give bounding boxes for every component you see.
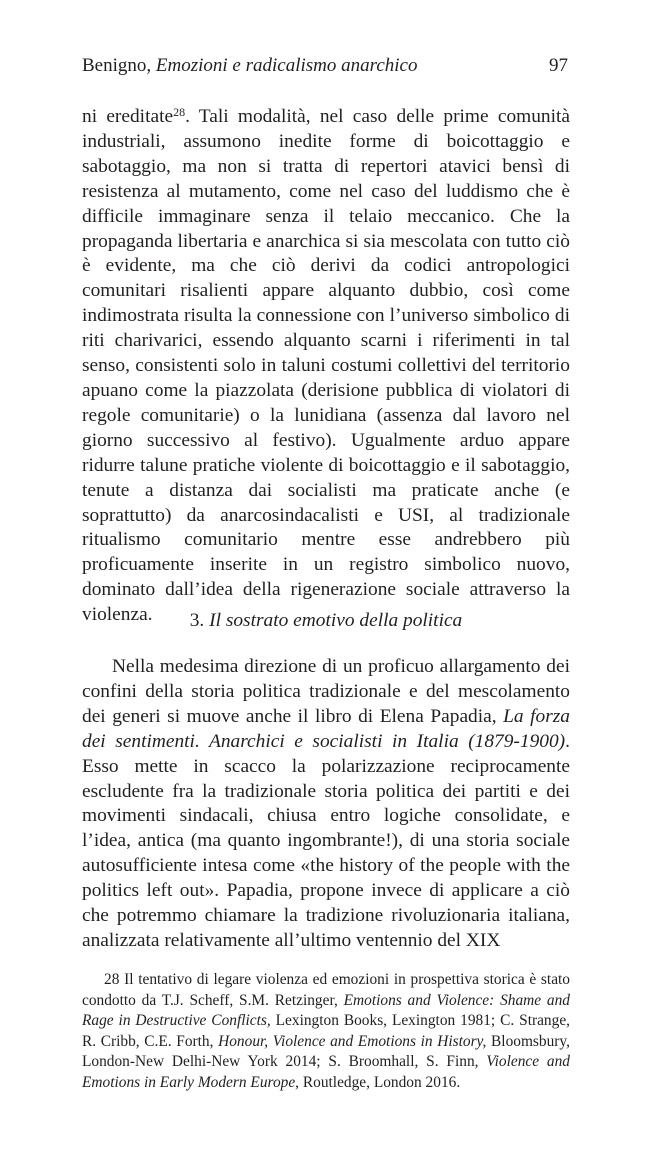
- section-number: 3.: [189, 610, 205, 631]
- footnote-text-1: Il tentativo di legare violenza ed emozioni in prospettiva storica è stato condotto da T.J. Scheff, S.M. Retzinger,: [82, 971, 570, 1009]
- running-head-author: Benigno,: [82, 55, 152, 76]
- paragraph-1-text-start: ni ereditate: [82, 106, 174, 127]
- cited-book-title: La forza dei sentimenti. Anarchici e socialisti in Italia (1879-1900): [82, 705, 570, 752]
- footnote-text-4: , Routledge, London 2016.: [295, 1073, 461, 1091]
- page-number: 97: [549, 55, 568, 76]
- footnote-cited-title-1: Emotions and Violence: Shame and Rage in Destructive Conflicts,: [82, 991, 570, 1030]
- footnote-cited-title-3: Violence and Emotions in Early Modern Europe: [82, 1053, 570, 1091]
- footnote-text-3: Bloomsbury, London-New Delhi-New York 2014; S. Broomhall, S. Finn,: [82, 1032, 570, 1071]
- footnote-reference-28[interactable]: 28: [173, 105, 186, 119]
- footnote-cited-title-2: Honour, Violence and Emotions in History,: [218, 1032, 487, 1050]
- footnote-text-2: Lexington Books, Lexington 1981; C. Strange, R. Cribb, C.E. Forth,: [82, 1012, 570, 1050]
- body-paragraph-1: [82, 105, 570, 628]
- running-head-title: Emozioni e radicalismo anarchico: [155, 55, 418, 76]
- section-title: Il sostrato emotivo della politica: [209, 610, 463, 631]
- book-page: [82, 0, 570, 1164]
- section-heading: [82, 608, 570, 633]
- paragraph-2-text-start: Nella medesima direzione di un proficuo allargamento dei confini della storia politica tradizionale e del mescolamento dei generi si muove anche il libro di Elena Papadia,: [82, 656, 570, 727]
- footnote-number: 28: [104, 971, 120, 988]
- body-paragraph-2: [82, 655, 570, 954]
- running-head: [82, 54, 570, 78]
- footnote-28: [82, 970, 570, 1094]
- paragraph-2-text-rest: . Esso mette in scacco la polarizzazione reciprocamente escludente fra la tradizionale storia politica dei partiti e dei movimenti sindacali, chiusa entro logiche consolidate, e l’idea, antica (ma quanto ingombrante!), di una storia sociale autosufficiente intesa come «the history of the people with the politics left out». Papadia, propone invece di applicare a ciò che potremmo chiamare la tradizione rivoluzionaria italiana, analizzata relativamente all’ultimo ventennio del XIX: [82, 730, 570, 951]
- paragraph-1-text-rest: . Tali modalità, nel caso delle prime comunità industriali, assumono inedite forme di boicottaggio e sabotaggio, ma non si tratta di repertori atavici bensì di resistenza al mutamento, come nel caso del luddismo che è difficile immaginare senza il telaio meccanico. Che la propaganda libertaria e anarchica si sia mescolata con tutto ciò è evidente, ma che ciò derivi da codici antropologici comunitari risalienti appare alquanto dubbio, così come indimostrata risulta la connessione con l’universo simbolico di riti charivarici, essendo alquanto scarni i riferimenti in tal senso, consistenti solo in taluni costumi collettivi del territorio apuano come la piazzolata (derisione pubblica di violatori di regole comunitarie) o la lunidiana (assenza dal lavoro nel giorno successivo al festivo). Ugualmente arduo appare ridurre talune pratiche violente di boicottaggio e il sabotaggio, tenute a distanza dai socialisti ma praticate anche (e soprattutto) da anarcosindacalisti e USI, al tradizionale ritualismo comunitario mentre esse andrebbero più proficuamente inserite in un registro simbolico nuovo, dominato dall’idea della rigenerazione sociale attraverso la violenza.: [82, 106, 570, 626]
